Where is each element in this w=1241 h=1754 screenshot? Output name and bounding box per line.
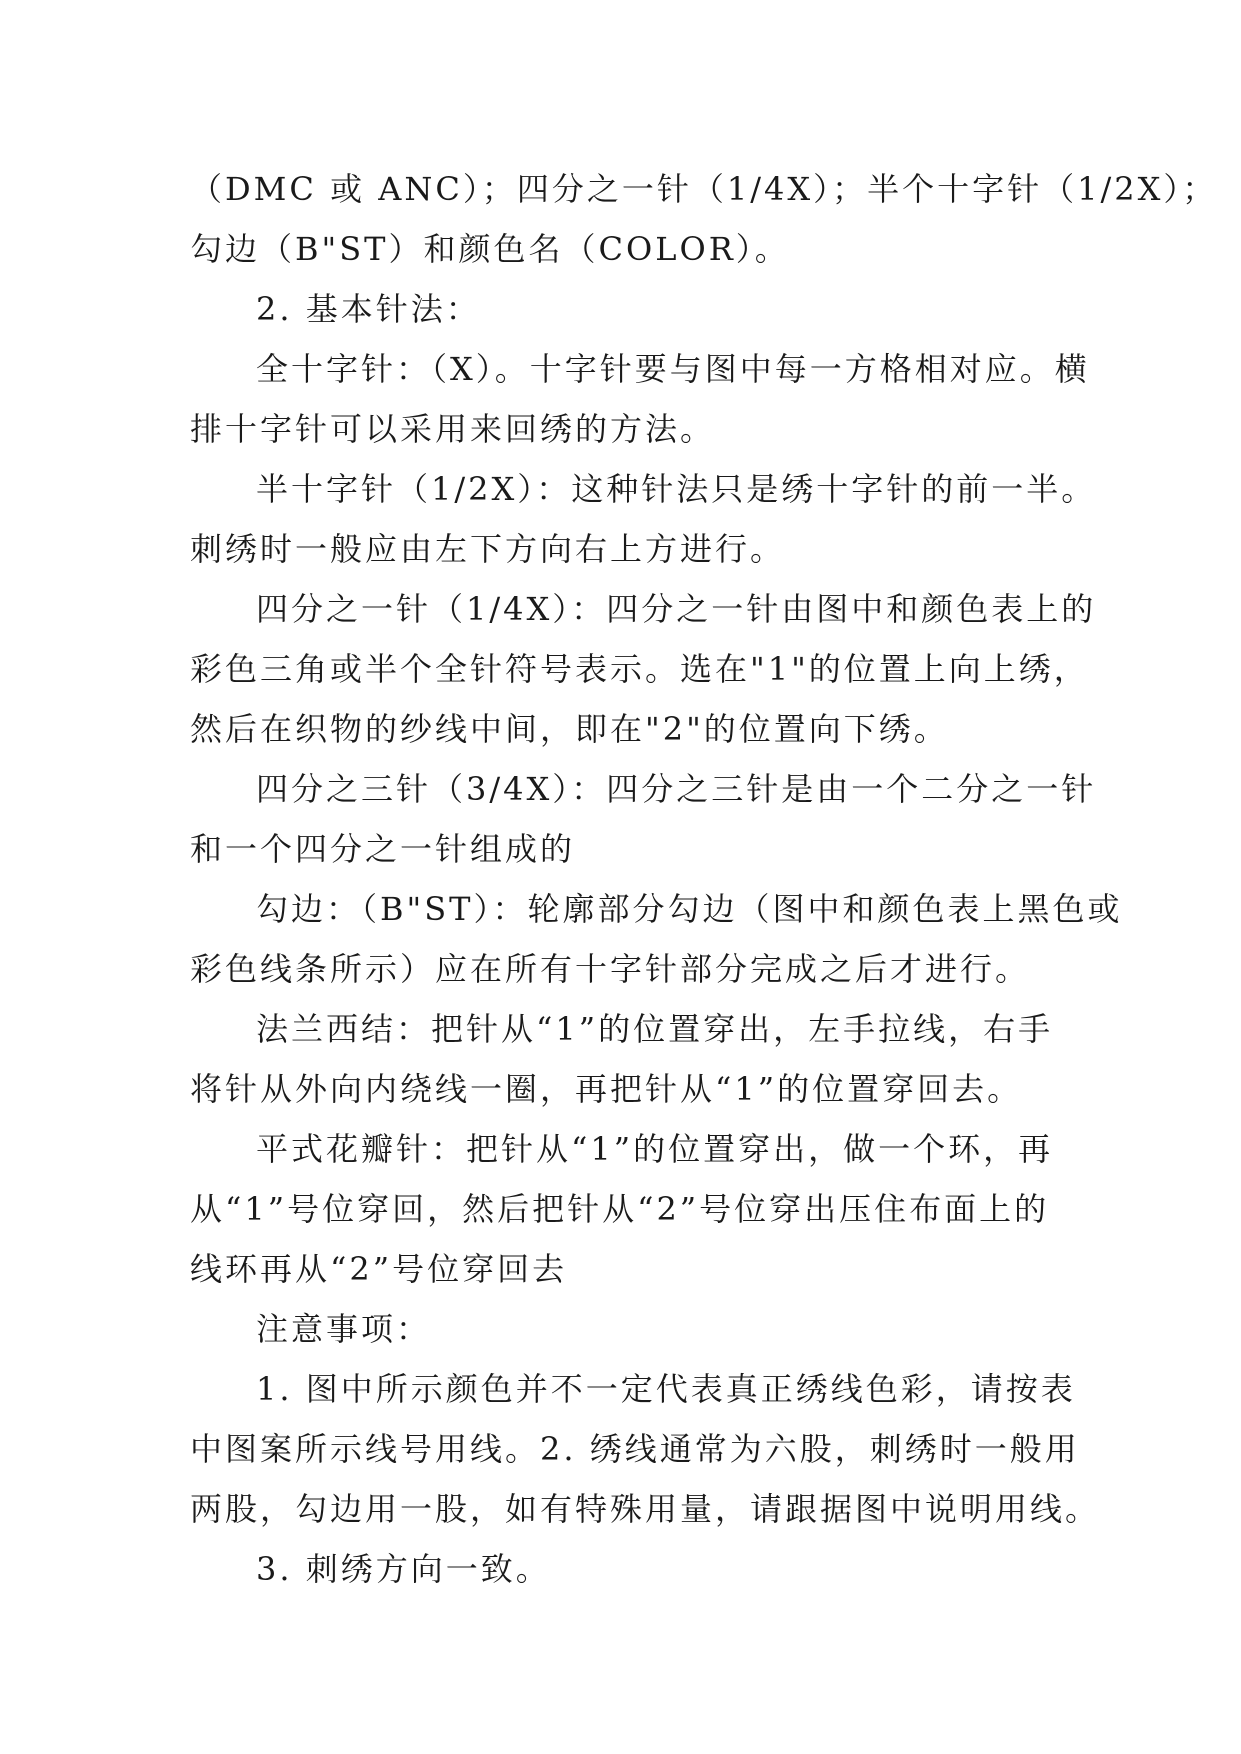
- text-line: 然后在织物的纱线中间，即在"2"的位置向下绣。: [190, 710, 949, 748]
- section-heading: 注意事项：: [256, 1310, 432, 1348]
- paragraph-start: 四分之三针（3/4X）：四分之三针是由一个二分之一针: [256, 770, 1097, 808]
- text-line: 两股，勾边用一股，如有特殊用量，请跟据图中说明用线。: [190, 1490, 1101, 1528]
- text-line: 线环再从“2”号位穿回去: [190, 1250, 568, 1288]
- text-line: 刺绣时一般应由左下方向右上方进行。: [190, 530, 786, 568]
- text-line: 勾边（B"ST）和颜色名（COLOR）。: [190, 230, 790, 268]
- paragraph-start: 全十字针：（X）。十字针要与图中每一方格相对应。横: [256, 350, 1090, 388]
- section-heading: 2. 基本针法：: [256, 290, 481, 328]
- text-line: 彩色三角或半个全针符号表示。选在"1"的位置上向上绣，: [190, 650, 1089, 688]
- text-line: 从“1”号位穿回，然后把针从“2”号位穿出压住布面上的: [190, 1190, 1050, 1228]
- text-line: 将针从外向内绕线一圈，再把针从“1”的位置穿回去。: [190, 1070, 1023, 1108]
- text-line: 和一个四分之一针组成的: [190, 830, 576, 868]
- document-body: [190, 159, 1218, 1599]
- paragraph-start: 勾边：（B"ST）：轮廓部分勾边（图中和颜色表上黑色或: [256, 890, 1123, 928]
- text-line: 中图案所示线号用线。2. 绣线通常为六股，刺绣时一般用: [190, 1430, 1080, 1468]
- paragraph-start: 平式花瓣针：把针从“1”的位置穿出，做一个环，再: [256, 1130, 1054, 1168]
- text-line: （DMC 或 ANC）；四分之一针（1/4X）；半个十字针（1/2X）；: [190, 170, 1218, 208]
- paragraph-start: 四分之一针（1/4X）：四分之一针由图中和颜色表上的: [256, 590, 1097, 628]
- paragraph-start: 法兰西结：把针从“1”的位置穿出，左手拉线，右手: [256, 1010, 1054, 1048]
- paragraph-start: 半十字针（1/2X）：这种针法只是绣十字针的前一半。: [256, 470, 1097, 508]
- text-line: 排十字针可以采用来回绣的方法。: [190, 410, 716, 448]
- paragraph-start: 1. 图中所示颜色并不一定代表真正绣线色彩，请按表: [256, 1370, 1076, 1408]
- text-line: 彩色线条所示）应在所有十字针部分完成之后才进行。: [190, 950, 1031, 988]
- paragraph-start: 3. 刺绣方向一致。: [256, 1550, 551, 1588]
